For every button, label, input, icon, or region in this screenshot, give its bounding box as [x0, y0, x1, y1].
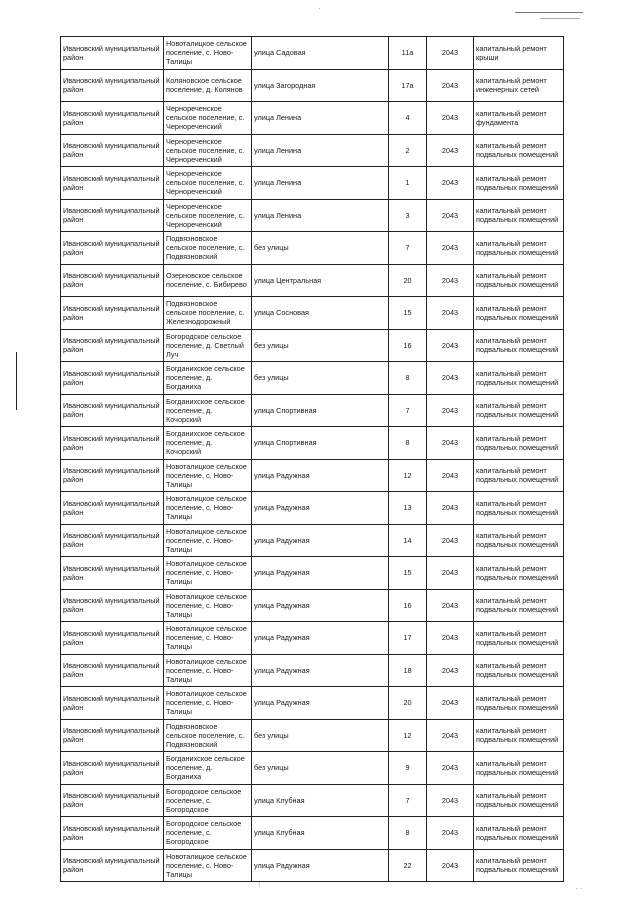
- district-cell: Ивановский муниципальный район: [61, 849, 164, 882]
- house-number-cell: 1: [389, 167, 427, 200]
- house-number-cell: 16: [389, 329, 427, 362]
- district-cell: Ивановский муниципальный район: [61, 687, 164, 720]
- work-type-cell: капитальный ремонт инженерных сетей: [474, 69, 564, 102]
- work-type-cell: капитальный ремонт подвальных помещений: [474, 589, 564, 622]
- house-number-cell: 14: [389, 524, 427, 557]
- year-cell: 2043: [427, 394, 474, 427]
- settlement-cell: Чернореченское сельское поселение, с. Чернореченский: [164, 199, 252, 232]
- house-number-cell: 20: [389, 687, 427, 720]
- settlement-cell: Новоталицкое сельское поселение, с. Ново-Талицы: [164, 589, 252, 622]
- work-type-cell: капитальный ремонт подвальных помещений: [474, 784, 564, 817]
- year-cell: 2043: [427, 69, 474, 102]
- district-cell: Ивановский муниципальный район: [61, 654, 164, 687]
- house-number-cell: 17а: [389, 69, 427, 102]
- table-row: [61, 719, 564, 752]
- scan-artifact-top: ·: [318, 4, 321, 13]
- district-cell: Ивановский муниципальный район: [61, 199, 164, 232]
- house-number-cell: 20: [389, 264, 427, 297]
- settlement-cell: Чернореченское сельское поселение, с. Чернореченский: [164, 102, 252, 135]
- street-cell: без улицы: [252, 719, 389, 752]
- street-cell: без улицы: [252, 752, 389, 785]
- house-number-cell: 8: [389, 427, 427, 460]
- district-cell: Ивановский муниципальный район: [61, 264, 164, 297]
- work-type-cell: капитальный ремонт подвальных помещений: [474, 524, 564, 557]
- district-cell: Ивановский муниципальный район: [61, 394, 164, 427]
- settlement-cell: Новоталицкое сельское поселение, с. Ново-Талицы: [164, 37, 252, 70]
- year-cell: 2043: [427, 37, 474, 70]
- table-row: [61, 459, 564, 492]
- work-type-cell: капитальный ремонт подвальных помещений: [474, 134, 564, 167]
- table-row: [61, 589, 564, 622]
- settlement-cell: Богородское сельское поселение, с. Богородское: [164, 817, 252, 850]
- table-row: [61, 394, 564, 427]
- table-row: [61, 69, 564, 102]
- table-row: [61, 232, 564, 265]
- settlement-cell: Чернореченское сельское поселение, с. Чернореченский: [164, 167, 252, 200]
- settlement-cell: Новоталицкое сельское поселение, с. Ново-Талицы: [164, 622, 252, 655]
- house-number-cell: 15: [389, 297, 427, 330]
- district-cell: Ивановский муниципальный район: [61, 752, 164, 785]
- work-type-cell: капитальный ремонт подвальных помещений: [474, 752, 564, 785]
- street-cell: улица Садовая: [252, 37, 389, 70]
- scan-artifact-top-right-line-2: [540, 18, 580, 19]
- house-number-cell: 3: [389, 199, 427, 232]
- street-cell: улица Радужная: [252, 557, 389, 590]
- street-cell: улица Радужная: [252, 589, 389, 622]
- work-type-cell: капитальный ремонт подвальных помещений: [474, 394, 564, 427]
- street-cell: улица Радужная: [252, 622, 389, 655]
- house-number-cell: 12: [389, 719, 427, 752]
- year-cell: 2043: [427, 199, 474, 232]
- year-cell: 2043: [427, 264, 474, 297]
- district-cell: Ивановский муниципальный район: [61, 589, 164, 622]
- street-cell: улица Загородная: [252, 69, 389, 102]
- settlement-cell: Новоталицкое сельское поселение, с. Ново-Талицы: [164, 492, 252, 525]
- street-cell: улица Ленина: [252, 199, 389, 232]
- street-cell: улица Клубная: [252, 817, 389, 850]
- settlement-cell: Богородское сельское поселение, с. Богородское: [164, 784, 252, 817]
- district-cell: Ивановский муниципальный район: [61, 102, 164, 135]
- repair-schedule-table: [60, 36, 564, 882]
- street-cell: улица Радужная: [252, 492, 389, 525]
- year-cell: 2043: [427, 134, 474, 167]
- table-body: [61, 37, 564, 882]
- table-row: [61, 134, 564, 167]
- work-type-cell: капитальный ремонт подвальных помещений: [474, 557, 564, 590]
- settlement-cell: Коляновское сельское поселение, д. Колянов: [164, 69, 252, 102]
- house-number-cell: 13: [389, 492, 427, 525]
- district-cell: Ивановский муниципальный район: [61, 622, 164, 655]
- street-cell: улица Спортивная: [252, 394, 389, 427]
- work-type-cell: капитальный ремонт подвальных помещений: [474, 232, 564, 265]
- table-row: [61, 427, 564, 460]
- street-cell: без улицы: [252, 232, 389, 265]
- year-cell: 2043: [427, 687, 474, 720]
- year-cell: 2043: [427, 524, 474, 557]
- year-cell: 2043: [427, 362, 474, 395]
- table-row: [61, 492, 564, 525]
- house-number-cell: 16: [389, 589, 427, 622]
- scan-artifact-bottom-right: · ·: [575, 884, 583, 893]
- house-number-cell: 18: [389, 654, 427, 687]
- settlement-cell: Озерновское сельское поселение, с. Бибирево: [164, 264, 252, 297]
- district-cell: Ивановский муниципальный район: [61, 329, 164, 362]
- street-cell: без улицы: [252, 362, 389, 395]
- work-type-cell: капитальный ремонт подвальных помещений: [474, 622, 564, 655]
- work-type-cell: капитальный ремонт подвальных помещений: [474, 362, 564, 395]
- table-row: [61, 329, 564, 362]
- settlement-cell: Новоталицкое сельское поселение, с. Ново-Талицы: [164, 687, 252, 720]
- street-cell: улица Центральная: [252, 264, 389, 297]
- house-number-cell: 11а: [389, 37, 427, 70]
- work-type-cell: капитальный ремонт подвальных помещений: [474, 849, 564, 882]
- house-number-cell: 7: [389, 784, 427, 817]
- house-number-cell: 7: [389, 232, 427, 265]
- street-cell: улица Радужная: [252, 687, 389, 720]
- year-cell: 2043: [427, 102, 474, 135]
- table-row: [61, 167, 564, 200]
- settlement-cell: Подвязновское сельское поселение, с. Подвязновский: [164, 232, 252, 265]
- work-type-cell: капитальный ремонт подвальных помещений: [474, 199, 564, 232]
- scan-artifact-top-right-line: [515, 12, 583, 13]
- table-row: [61, 557, 564, 590]
- table-row: [61, 622, 564, 655]
- year-cell: 2043: [427, 622, 474, 655]
- house-number-cell: 2: [389, 134, 427, 167]
- district-cell: Ивановский муниципальный район: [61, 69, 164, 102]
- settlement-cell: Богданихское сельское поселение, д. Богданиха: [164, 362, 252, 395]
- district-cell: Ивановский муниципальный район: [61, 297, 164, 330]
- year-cell: 2043: [427, 459, 474, 492]
- settlement-cell: Богданихское сельское поселение, д. Кочорский: [164, 394, 252, 427]
- table-row: [61, 362, 564, 395]
- district-cell: Ивановский муниципальный район: [61, 232, 164, 265]
- district-cell: Ивановский муниципальный район: [61, 817, 164, 850]
- table-row: [61, 37, 564, 70]
- settlement-cell: Новоталицкое сельское поселение, с. Ново-Талицы: [164, 849, 252, 882]
- street-cell: улица Клубная: [252, 784, 389, 817]
- year-cell: 2043: [427, 817, 474, 850]
- settlement-cell: Богданихское сельское поселение, д. Богданиха: [164, 752, 252, 785]
- year-cell: 2043: [427, 232, 474, 265]
- house-number-cell: 9: [389, 752, 427, 785]
- work-type-cell: капитальный ремонт фундамента: [474, 102, 564, 135]
- street-cell: улица Ленина: [252, 134, 389, 167]
- house-number-cell: 22: [389, 849, 427, 882]
- year-cell: 2043: [427, 719, 474, 752]
- table-row: [61, 102, 564, 135]
- street-cell: улица Радужная: [252, 524, 389, 557]
- year-cell: 2043: [427, 654, 474, 687]
- street-cell: улица Спортивная: [252, 427, 389, 460]
- table-row: [61, 784, 564, 817]
- work-type-cell: капитальный ремонт крыши: [474, 37, 564, 70]
- year-cell: 2043: [427, 557, 474, 590]
- work-type-cell: капитальный ремонт подвальных помещений: [474, 492, 564, 525]
- work-type-cell: капитальный ремонт подвальных помещений: [474, 264, 564, 297]
- table-row: [61, 687, 564, 720]
- house-number-cell: 15: [389, 557, 427, 590]
- district-cell: Ивановский муниципальный район: [61, 37, 164, 70]
- scan-artifact-bottom: ⁝: [258, 880, 261, 889]
- street-cell: улица Ленина: [252, 102, 389, 135]
- work-type-cell: капитальный ремонт подвальных помещений: [474, 459, 564, 492]
- work-type-cell: капитальный ремонт подвальных помещений: [474, 167, 564, 200]
- district-cell: Ивановский муниципальный район: [61, 427, 164, 460]
- table-row: [61, 817, 564, 850]
- settlement-cell: Чернореченское сельское поселение, с. Чернореченский: [164, 134, 252, 167]
- house-number-cell: 17: [389, 622, 427, 655]
- work-type-cell: капитальный ремонт подвальных помещений: [474, 817, 564, 850]
- year-cell: 2043: [427, 849, 474, 882]
- year-cell: 2043: [427, 297, 474, 330]
- work-type-cell: капитальный ремонт подвальных помещений: [474, 297, 564, 330]
- house-number-cell: 4: [389, 102, 427, 135]
- district-cell: Ивановский муниципальный район: [61, 719, 164, 752]
- settlement-cell: Новоталицкое сельское поселение, с. Ново-Талицы: [164, 654, 252, 687]
- settlement-cell: Подвязновское сельское поселение, с. Железнодорожный: [164, 297, 252, 330]
- street-cell: улица Радужная: [252, 654, 389, 687]
- work-type-cell: капитальный ремонт подвальных помещений: [474, 719, 564, 752]
- street-cell: улица Сосновая: [252, 297, 389, 330]
- year-cell: 2043: [427, 492, 474, 525]
- year-cell: 2043: [427, 784, 474, 817]
- street-cell: улица Радужная: [252, 849, 389, 882]
- house-number-cell: 12: [389, 459, 427, 492]
- year-cell: 2043: [427, 167, 474, 200]
- work-type-cell: капитальный ремонт подвальных помещений: [474, 427, 564, 460]
- work-type-cell: капитальный ремонт подвальных помещений: [474, 654, 564, 687]
- district-cell: Ивановский муниципальный район: [61, 784, 164, 817]
- house-number-cell: 7: [389, 394, 427, 427]
- house-number-cell: 8: [389, 362, 427, 395]
- street-cell: улица Радужная: [252, 459, 389, 492]
- table-row: [61, 199, 564, 232]
- table-row: [61, 752, 564, 785]
- table-row: [61, 849, 564, 882]
- table-row: [61, 264, 564, 297]
- year-cell: 2043: [427, 329, 474, 362]
- district-cell: Ивановский муниципальный район: [61, 362, 164, 395]
- street-cell: без улицы: [252, 329, 389, 362]
- year-cell: 2043: [427, 427, 474, 460]
- district-cell: Ивановский муниципальный район: [61, 167, 164, 200]
- settlement-cell: Богданихское сельское поселение, д. Кочорский: [164, 427, 252, 460]
- street-cell: улица Ленина: [252, 167, 389, 200]
- year-cell: 2043: [427, 589, 474, 622]
- table-row: [61, 524, 564, 557]
- table-row: [61, 297, 564, 330]
- district-cell: Ивановский муниципальный район: [61, 459, 164, 492]
- settlement-cell: Подвязновское сельское поселение, с. Подвязновский: [164, 719, 252, 752]
- district-cell: Ивановский муниципальный район: [61, 134, 164, 167]
- work-type-cell: капитальный ремонт подвальных помещений: [474, 687, 564, 720]
- district-cell: Ивановский муниципальный район: [61, 557, 164, 590]
- settlement-cell: Новоталицкое сельское поселение, с. Ново-Талицы: [164, 524, 252, 557]
- settlement-cell: Богородское сельское поселение, д. Светлый Луч: [164, 329, 252, 362]
- settlement-cell: Новоталицкое сельское поселение, с. Ново-Талицы: [164, 459, 252, 492]
- house-number-cell: 8: [389, 817, 427, 850]
- year-cell: 2043: [427, 752, 474, 785]
- table-row: [61, 654, 564, 687]
- work-type-cell: капитальный ремонт подвальных помещений: [474, 329, 564, 362]
- scan-artifact-left-line: [16, 352, 17, 410]
- settlement-cell: Новоталицкое сельское поселение, с. Ново-Талицы: [164, 557, 252, 590]
- district-cell: Ивановский муниципальный район: [61, 524, 164, 557]
- district-cell: Ивановский муниципальный район: [61, 492, 164, 525]
